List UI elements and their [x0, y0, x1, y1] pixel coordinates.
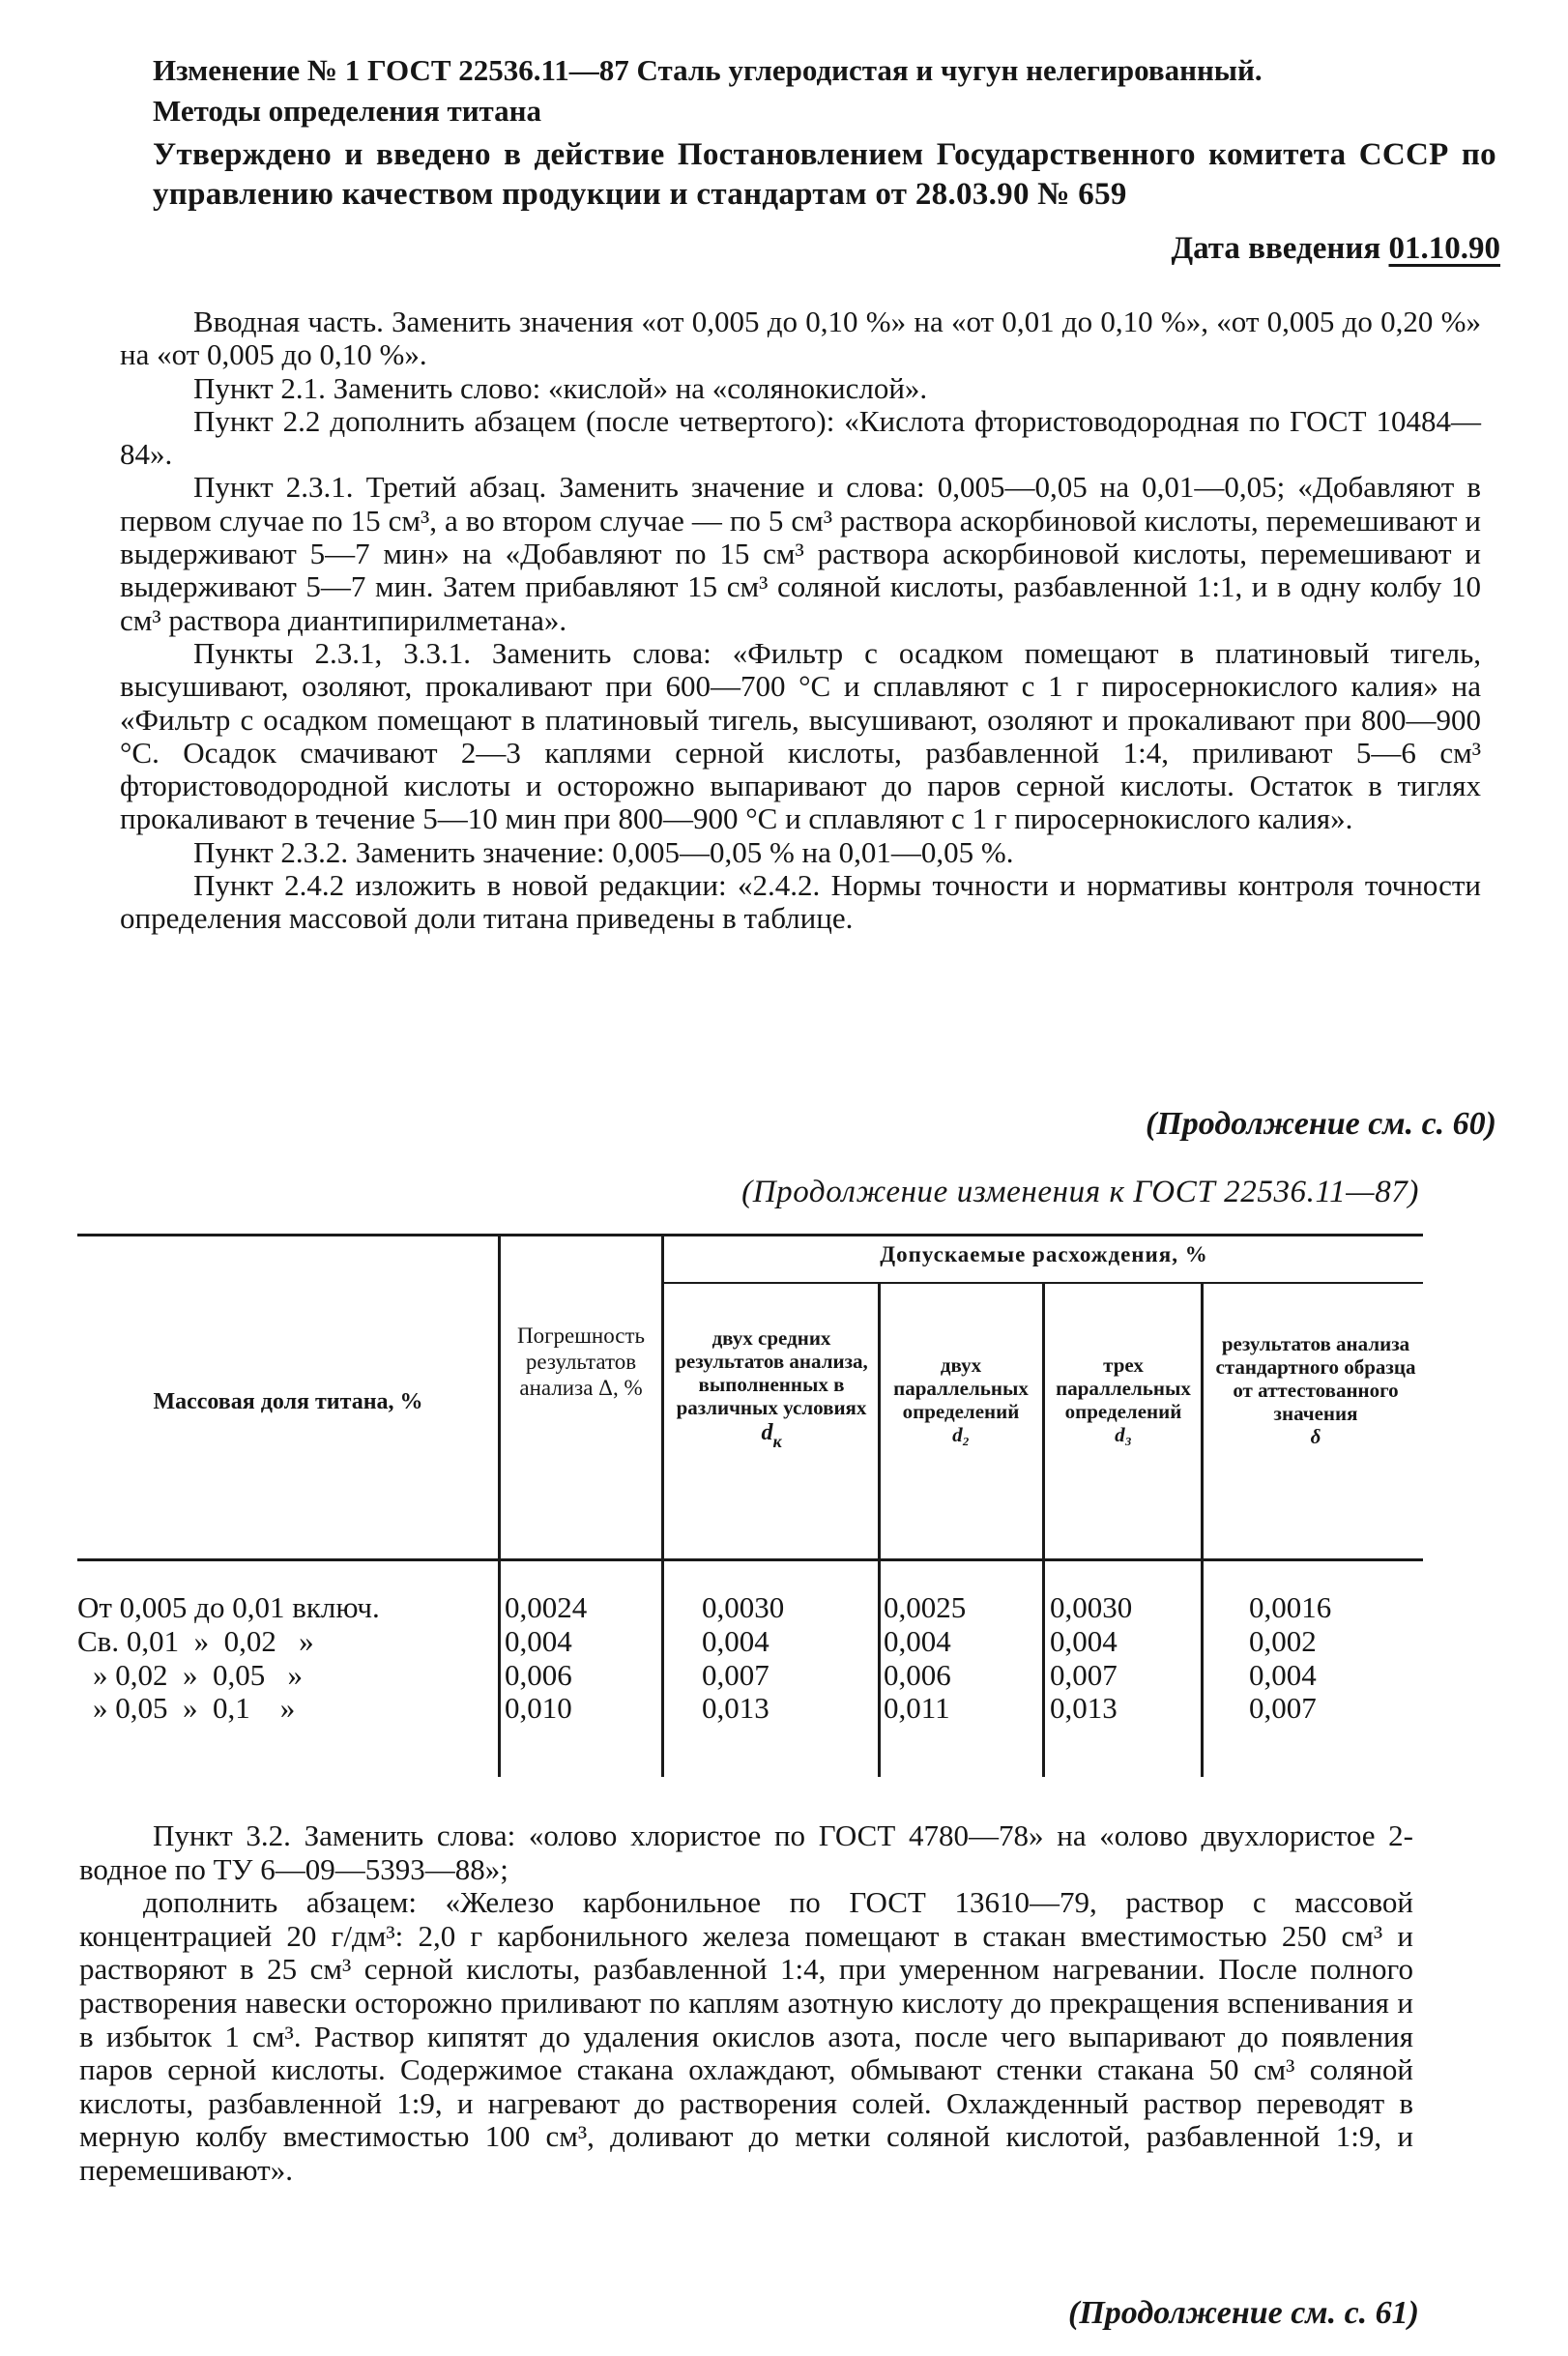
column-divider: [878, 1282, 881, 1777]
column-two-averages: [702, 1591, 872, 1726]
column-two-parallel: [884, 1591, 1038, 1726]
column-divider: [498, 1234, 501, 1777]
table-cell: 0,007: [1050, 1657, 1118, 1692]
column-three-parallel: [1050, 1591, 1197, 1726]
table-cell: Св. 0,01 » 0,02 »: [77, 1623, 314, 1658]
header-symbol-d2: d₂: [952, 1423, 970, 1446]
table-cell: 0,011: [884, 1691, 950, 1726]
header-two-averages-text: двух средних результатов анализа, выполненных в различных условиях: [675, 1326, 868, 1419]
symbol-k-subscript: к: [772, 1432, 782, 1451]
table-cell: 0,004: [505, 1623, 572, 1658]
group-header-rule: [661, 1282, 1423, 1284]
table-cell: » 0,02 » 0,05 »: [93, 1657, 303, 1692]
header-three-parallel: [1048, 1353, 1199, 1446]
table-cell: 0,006: [505, 1657, 572, 1692]
column-divider: [661, 1234, 664, 1777]
effective-date-value: 01.10.90: [1388, 231, 1500, 266]
table-cell: 0,004: [1249, 1657, 1317, 1692]
table-cell: 0,010: [505, 1691, 572, 1726]
table-cell: 0,004: [884, 1623, 951, 1658]
header-two-parallel-text: двух параллельных определений: [893, 1353, 1029, 1423]
header-standard-sample: [1208, 1332, 1423, 1448]
header-error: Погрешность результатов анализа Δ, %: [516, 1323, 646, 1400]
symbol-d: d: [761, 1420, 773, 1445]
table-cell: 0,0030: [702, 1590, 785, 1624]
table-cell: 0,004: [702, 1623, 769, 1658]
title-line-2: Методы определения титана: [153, 94, 542, 128]
paragraph: Пункт 2.1. Заменить слово: «кислой» на «солянокислой».: [193, 370, 928, 405]
amendments-part-2: [79, 1819, 1413, 2188]
table-cell: 0,006: [884, 1657, 951, 1692]
table-cell: 0,007: [1249, 1691, 1317, 1726]
table-cell: 0,0025: [884, 1590, 967, 1624]
header-mass-fraction: Массовая доля титана, %: [153, 1389, 423, 1414]
table-top-rule: [77, 1234, 1423, 1236]
table-cell: 0,007: [702, 1657, 769, 1692]
header-two-averages: [669, 1326, 874, 1453]
header-three-parallel-text: трех параллельных определений: [1056, 1353, 1191, 1423]
paragraph: Пункт 2.3.2. Заменить значение: 0,005—0,05 % на 0,01—0,05 %.: [193, 834, 1014, 869]
paragraph: Пункты 2.3.1, 3.3.1. Заменить слова: «Фильтр с осадком помещают в платиновый тигель, высушивают, озоляют, прокаливают при 600—700 °С и сплавляют с 1 г пиросернокислого калия» на «Фильтр с осадком помещают в платиновый тигель, высушивают, озоляют и прокаливают при 800—900 °С. Осадок смачивают 2—3 каплями серной кислоты, разбавленной 1:4, приливают 5—6 см³ фтористоводородной кислоты и осторожно выпаривают до паров серной кислоты. Остаток в тиглях прокаливают в течение 5—10 мин при 800—900 °С и сплавляют с 1 г пиросернокислого калия».: [120, 635, 1481, 836]
header-two-parallel: [884, 1353, 1038, 1446]
continuation-note-2: (Продолжение см. с. 61): [1068, 2295, 1419, 2331]
header-bottom-rule: [77, 1558, 1423, 1561]
header-symbol-delta: δ: [1310, 1425, 1321, 1448]
effective-date-label: Дата введения: [1171, 231, 1381, 266]
paragraph: Вводная часть. Заменить значения «от 0,005 до 0,10 %» на «от 0,01 до 0,10 %», «от 0,005 до 0,20 %» на «от 0,005 до 0,10 %».: [120, 305, 1481, 372]
header-allowed-discrepancies: Допускаемые расхождения, %: [880, 1242, 1208, 1266]
header-symbol-dk: [669, 1421, 874, 1453]
header-standard-sample-text: результатов анализа стандартного образца от аттестованного значения: [1215, 1332, 1416, 1425]
effective-date: [870, 228, 1500, 269]
table-cell: 0,013: [1050, 1691, 1118, 1726]
table-cell: 0,0030: [1050, 1590, 1133, 1624]
paragraph: Пункт 2.3.1. Третий абзац. Заменить значение и слова: 0,005—0,05 на 0,01—0,05; «Добавляют в первом случае по 15 см³, а во втором случае — по 5 см³ раствора аскорбиновой кислоты, перемешивают и выдерживают 5—7 мин» на «Добавляют по 15 см³ раствора аскорбиновой кислоты, перемешивают и выдерживают 5—7 мин. Затем прибавляют 15 см³ соляной кислоты, разбавленной 1:1, и в одну колбу 10 см³ раствора диантипирилметана».: [120, 470, 1481, 637]
table-cell: 0,0024: [505, 1590, 588, 1624]
table-cell: 0,0016: [1249, 1590, 1332, 1624]
title-line-1: Изменение № 1 ГОСТ 22536.11—87 Сталь углеродистая и чугун нелегированный.: [153, 53, 1263, 87]
header-symbol-d3: d₃: [1115, 1423, 1132, 1446]
table-cell: 0,004: [1050, 1623, 1118, 1658]
paragraph: Пункт 2.4.2 изложить в новой редакции: «2.4.2. Нормы точности и нормативы контроля точности определения массовой доли титана приведены в таблице.: [120, 868, 1481, 936]
paragraph: Пункт 3.2. Заменить слова: «олово хлористое по ГОСТ 4780—78» на «олово двухлористое 2-водное по ТУ 6—09—5393—88»;: [79, 1818, 1413, 1886]
document-title: [153, 50, 1496, 131]
column-mass-fraction: [77, 1591, 497, 1726]
table-cell: 0,002: [1249, 1623, 1317, 1658]
column-error: [505, 1591, 657, 1726]
column-divider: [1042, 1282, 1045, 1777]
continuation-note-1: (Продолжение см. с. 60): [1146, 1106, 1496, 1142]
table-cell: » 0,05 » 0,1 »: [93, 1691, 296, 1726]
amendments-part-1: [120, 305, 1481, 936]
column-divider: [1201, 1282, 1204, 1777]
paragraph: дополнить абзацем: «Железо карбонильное по ГОСТ 13610—79, раствор с массовой концентрацией 20 г/дм³: 2,0 г карбонильного железа помещают в стакан вместимостью 250 см³ и растворяют в 25 см³ серной кислоты, разбавленной 1:4, при умеренном нагревании. После полного растворения навески осторожно приливают по каплям азотную кислоту до прекращения вспенивания и в избыток 1 см³. Раствор кипятят до удаления окислов азота, после чего выпаривают до появления паров серной кислоты. Содержимое стакана охлаждают, обмывают стенки стакана 50 см³ соляной кислоты, разбавленной 1:9, и нагревают до растворения солей. Охлажденный раствор переводят в мерную колбу вместимостью 100 см³, доливают до метки соляной кислотой, разбавленной 1:9, и перемешивают».: [79, 1885, 1413, 2187]
paragraph: Пункт 2.2 дополнить абзацем (после четвертого): «Кислота фтористоводородная по ГОСТ 10484—84».: [120, 403, 1481, 472]
column-standard-sample: [1249, 1591, 1413, 1726]
continuation-header: (Продолжение изменения к ГОСТ 22536.11—87): [741, 1175, 1419, 1209]
table-cell: 0,013: [702, 1691, 769, 1726]
table-cell: От 0,005 до 0,01 включ.: [77, 1590, 380, 1624]
approval-statement: Утверждено и введено в действие Постановлением Государственного комитета СССР по управлению качеством продукции и стандартам от 28.03.90 № 659: [153, 137, 1496, 212]
